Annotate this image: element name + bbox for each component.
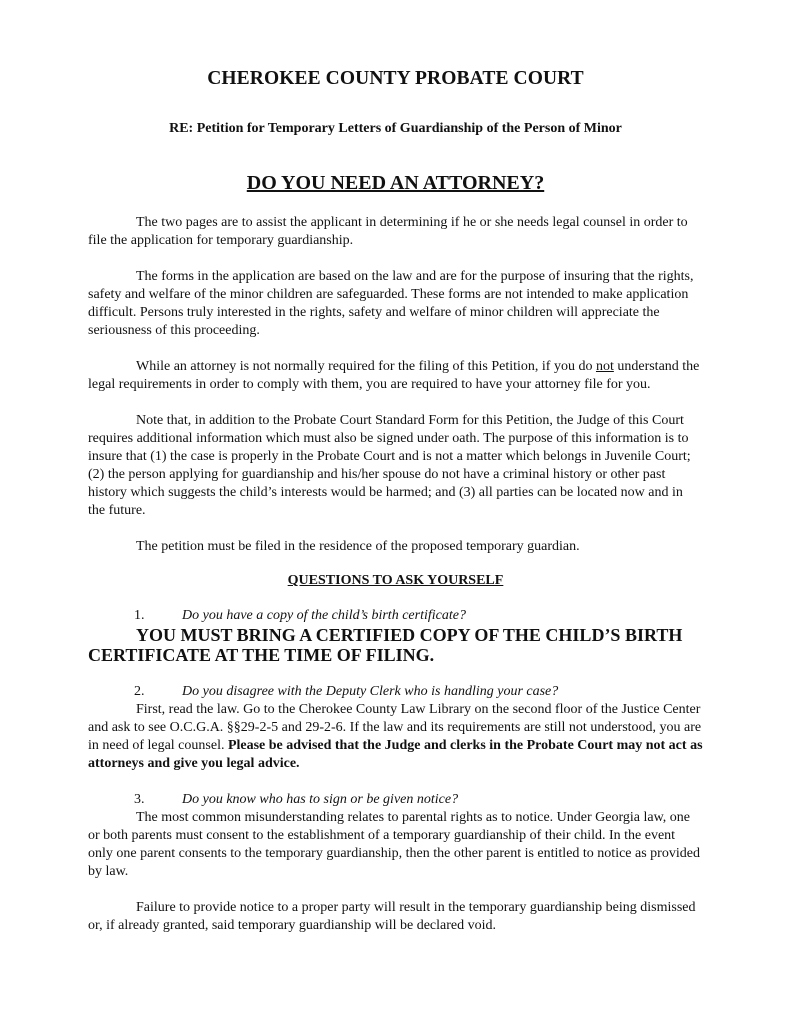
court-title: CHEROKEE COUNTY PROBATE COURT xyxy=(207,68,584,89)
question-1 xyxy=(88,607,703,625)
closing-paragraph: Failure to provide notice to a proper party will result in the temporary guardianship being dismissed or, if already granted, said temporary guardianship will be declared void. xyxy=(88,900,696,933)
question-3 xyxy=(88,791,703,809)
question-number: 3. xyxy=(134,792,145,807)
residence-paragraph: The petition must be filed in the residence of the proposed temporary guardian. xyxy=(136,539,580,554)
question-text: Do you know who has to sign or be given notice? xyxy=(182,792,459,807)
note-paragraph: Note that, in addition to the Probate Court Standard Form for this Petition, the Judge of this Court requires additional information which must also be signed under oath. The purpose of this information is to insure that (1) the case is properly in the Probate Court and is not a matter which belongs in Juvenile Court; (2) the person applying for guardianship and his/her spouse do not have a criminal history or other past history which suggests the child’s interests would be harmed; and (3) all parties can be located now and in the future. xyxy=(88,413,691,518)
intro-paragraph: The two pages are to assist the applicant in determining if he or she needs legal counsel in order to file the application for temporary guardianship. xyxy=(88,215,688,248)
questions-heading: QUESTIONS TO ASK YOURSELF xyxy=(287,573,504,588)
question-1-answer: YOU MUST BRING A CERTIFIED COPY OF THE CHILD’S BIRTH CERTIFICATE AT THE TIME OF FILING. xyxy=(88,625,683,665)
attorney-text-b: understand the legal requirements in order to comply with them, you are required to have your attorney file for you. xyxy=(88,359,700,392)
question-2 xyxy=(88,683,703,701)
attorney-text-a: While an attorney is not normally required for the filing of this Petition, if you do xyxy=(136,359,596,374)
page-heading: DO YOU NEED AN ATTORNEY? xyxy=(246,172,545,194)
question-text: Do you disagree with the Deputy Clerk who is handling your case? xyxy=(182,684,559,699)
forms-paragraph: The forms in the application are based on the law and are for the purpose of insuring that the rights, safety and welfare of the minor children are safeguarded. These forms are not intended to make application difficult. Persons truly interested in the rights, safety and welfare of minor children will appreciate the seriousness of this proceeding. xyxy=(88,269,694,338)
answer-bold-text: Please be advised that the Judge and clerks in the Probate Court may not act as attorneys and give you legal advice. xyxy=(88,738,703,771)
attorney-not-underlined: not xyxy=(595,359,614,374)
answer-text: First, read the law. Go to the Cherokee County Law Library on the second floor of the Justice Center and ask to see O.C.G.A. §§29-2-5 and 29-2-6. If the law and its requirements are still not understood, you are in need of legal counsel. xyxy=(88,702,702,753)
question-2-answer xyxy=(88,701,703,773)
document-page xyxy=(88,68,703,935)
question-number: 2. xyxy=(134,684,145,699)
re-line: RE: Petition for Temporary Letters of Guardianship of the Person of Minor xyxy=(169,121,622,136)
question-number: 1. xyxy=(134,608,145,623)
question-text: Do you have a copy of the child’s birth certificate? xyxy=(182,608,466,623)
question-3-answer: The most common misunderstanding relates to parental rights as to notice. Under Georgia law, one or both parents must consent to the establishment of a temporary guardianship of their child. In the event only one parent consents to the temporary guardianship, then the other parent is entitled to notice as provided by law. xyxy=(88,810,700,879)
attorney-paragraph xyxy=(88,358,703,394)
